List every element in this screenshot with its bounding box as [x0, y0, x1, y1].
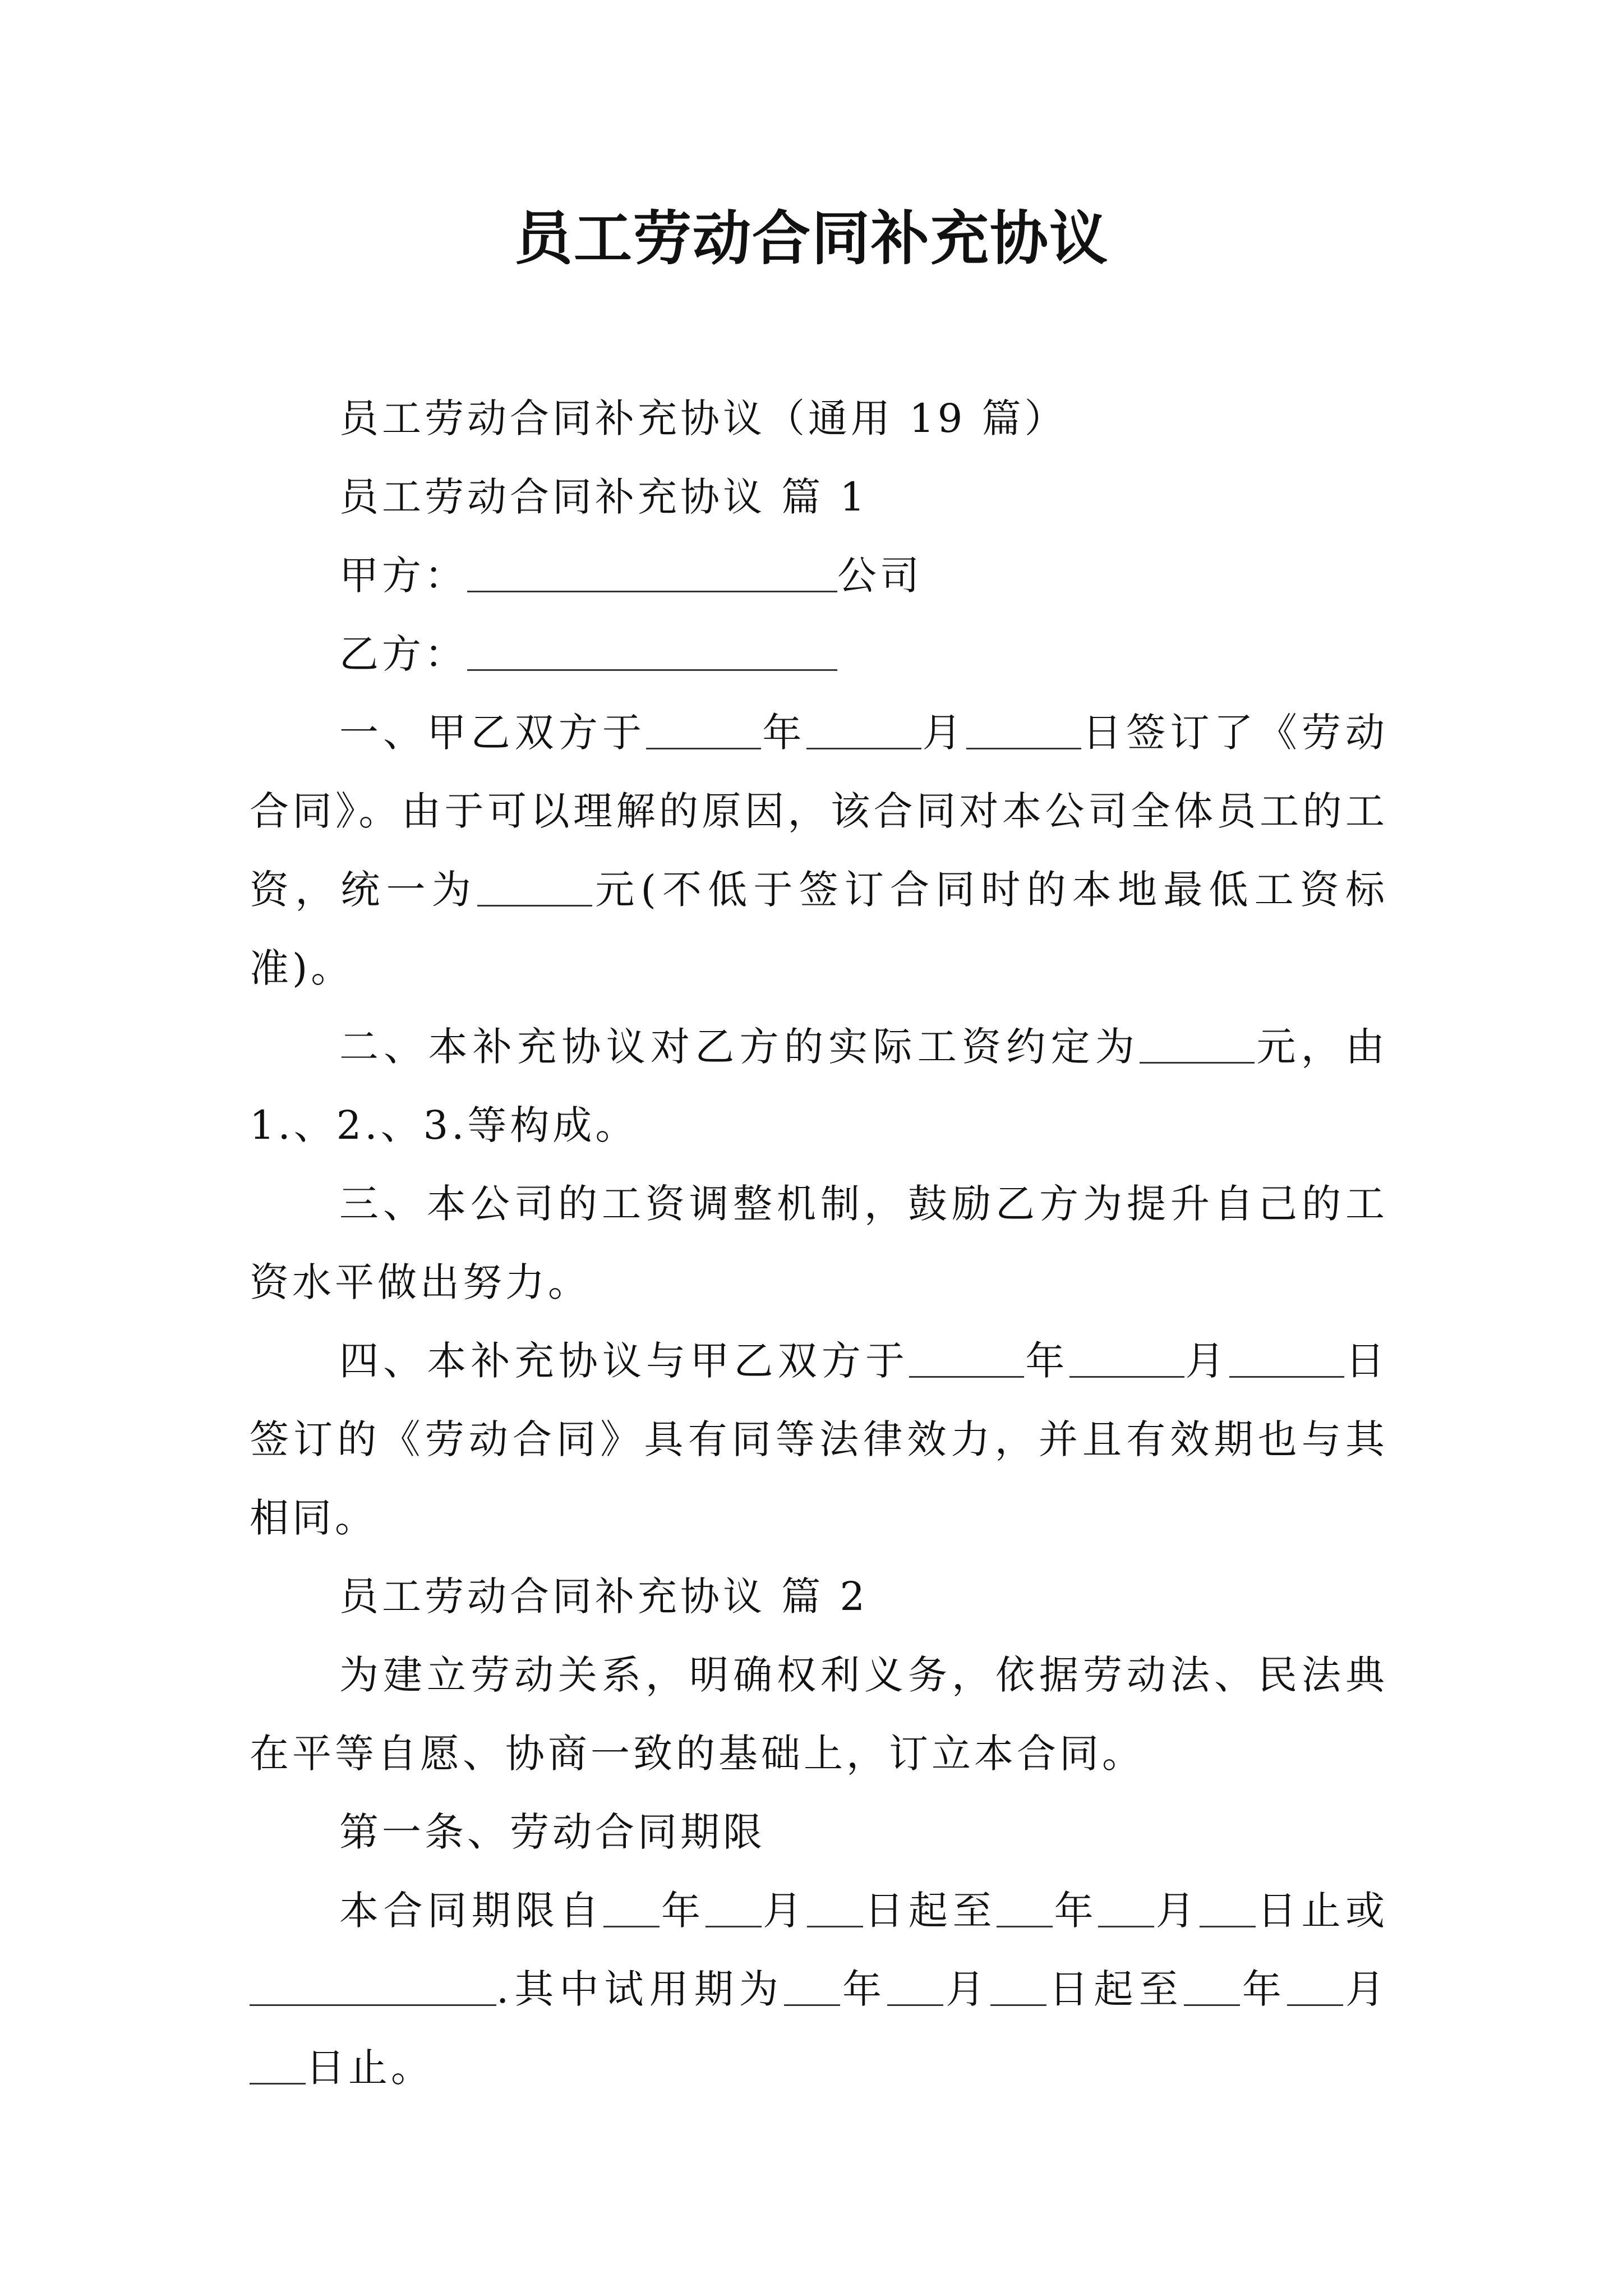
year-blank [784, 1965, 840, 2006]
year-blank [603, 1887, 660, 1927]
clause-1-text: 一、甲乙双方于 [339, 710, 647, 756]
day-blank [966, 708, 1081, 749]
year-label: 年 [761, 710, 806, 756]
section2-intro [250, 1636, 1388, 1793]
clause-2-tail: 元，由 1.、2.、3.等构成。 [250, 1024, 1389, 1148]
clause-2-text: 二、本补充协议对乙方的实际工资约定为 [339, 1024, 1140, 1070]
article-1-body [250, 1871, 1388, 2107]
section2-heading [250, 1557, 1388, 1636]
article-1-tail: 日止。 [306, 2045, 434, 2091]
article-1-text: 本合同期限自 [339, 1888, 604, 1934]
clause-1-tail: 元(不低于签订合同时的本地最低工资标准)。 [250, 867, 1389, 991]
clause-2 [250, 1007, 1388, 1165]
day-blank [1229, 1337, 1344, 1378]
month-label: 月 [943, 1966, 991, 2012]
party-b-line [250, 615, 1388, 693]
month-blank [1287, 1965, 1343, 2006]
subtitle-text: 员工劳动合同补充协议（通用 19 篇） [339, 395, 1067, 441]
day-blank [1200, 1887, 1256, 1927]
clause-4-text: 四、本补充协议与甲乙双方于 [339, 1338, 910, 1384]
day-label: 日起至 [1046, 1966, 1184, 2012]
clause-3-text: 三、本公司的工资调整机制，鼓励乙方为提升自己的工资水平做出努力。 [250, 1181, 1388, 1305]
year-blank [997, 1887, 1053, 1927]
year-label: 年 [1239, 1966, 1287, 2012]
section1-heading [250, 458, 1388, 536]
section1-heading-text: 员工劳动合同补充协议 篇 1 [339, 474, 869, 520]
month-label: 月 [1184, 1338, 1229, 1384]
month-blank [1098, 1887, 1154, 1927]
year-blank [1184, 1965, 1240, 2006]
clause-4 [250, 1322, 1388, 1557]
month-blank [706, 1887, 762, 1927]
party-a-blank [467, 551, 837, 592]
party-b-label: 乙方： [339, 631, 467, 677]
month-blank [1069, 1337, 1184, 1378]
party-b-blank [467, 630, 837, 671]
month-label: 月 [761, 1888, 807, 1934]
year-label: 年 [660, 1888, 706, 1934]
clause-4-tail: 日签订的《劳动合同》具有同等法律效力，并且有效期也与其相同。 [250, 1338, 1389, 1541]
section2-heading-text: 员工劳动合同补充协议 篇 2 [339, 1573, 869, 1619]
year-label: 年 [840, 1966, 888, 2012]
section2-intro-text: 为建立劳动关系，明确权利义务，依据劳动法、民法典在平等自愿、协商一致的基础上，订立本合同。 [250, 1652, 1388, 1777]
year-blank [909, 1337, 1024, 1378]
party-a-line [250, 536, 1388, 615]
party-a-suffix: 公司 [837, 553, 923, 599]
month-blank [806, 708, 921, 749]
year-label: 年 [1053, 1888, 1099, 1934]
year-blank [646, 708, 761, 749]
probation-text: .其中试用期为 [496, 1966, 784, 2012]
clause-3 [250, 1165, 1388, 1322]
clause-1 [250, 693, 1388, 1007]
month-label: 月 [1343, 1966, 1389, 2012]
actual-salary-blank [1140, 1023, 1255, 1064]
document-body [250, 379, 1388, 2107]
article-1-heading [250, 1793, 1388, 1871]
subtitle [250, 379, 1388, 458]
day-blank [990, 1965, 1046, 2006]
article-1-heading-text: 第一条、劳动合同期限 [339, 1809, 766, 1855]
day-blank [807, 1887, 863, 1927]
party-a-label: 甲方： [339, 553, 467, 599]
month-label: 月 [1154, 1888, 1200, 1934]
month-label: 月 [921, 710, 966, 756]
condition-blank [250, 1965, 496, 2006]
page-title: 员工劳动合同补充协议 [514, 204, 1109, 273]
salary-blank [477, 866, 592, 907]
day-label: 日起至 [863, 1888, 997, 1934]
month-blank [887, 1965, 943, 2006]
day-label: 日止或 [1256, 1888, 1389, 1934]
clause-1-text-2: 日签订了《劳动合同》。由于可以理解的原因，该合同对本公司全体员工的工资，统一为 [250, 710, 1389, 913]
day-blank [250, 2044, 306, 2085]
year-label: 年 [1024, 1338, 1069, 1384]
